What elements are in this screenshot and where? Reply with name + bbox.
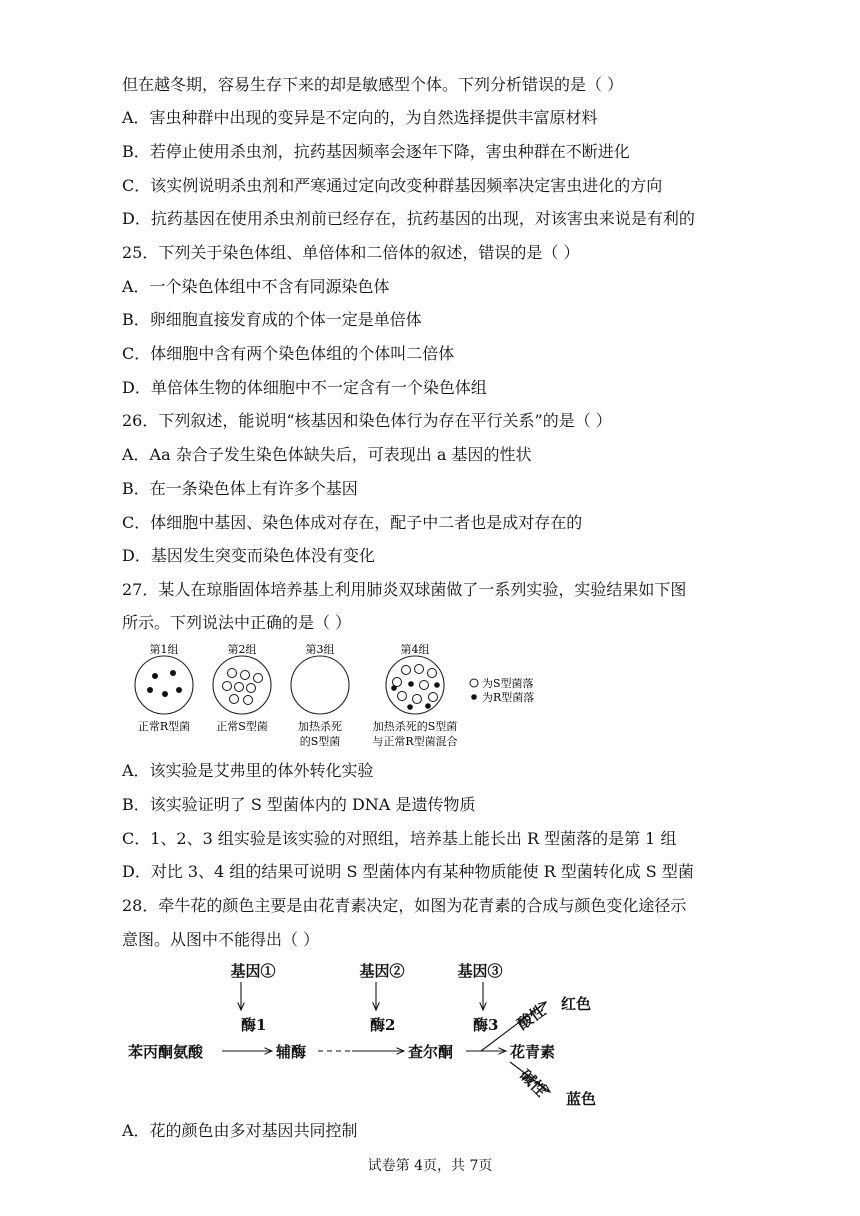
question-27: 27．某人在琼脂固体培养基上利用肺炎双球菌做了一系列实验，实验结果如下图 <box>122 580 687 599</box>
option-line: A．一个染色体组中不含有同源染色体 <box>122 277 390 296</box>
option-line: C．体细胞中基因、染色体成对存在，配子中二者也是成对存在的 <box>122 513 583 532</box>
s-colony <box>402 666 411 675</box>
gene-2-label: 基因② <box>359 962 405 980</box>
s-colony <box>413 695 422 704</box>
s-colony <box>235 683 244 692</box>
option-line: A．Aa 杂合子发生染色体缺失后，可表现出 a 基因的性状 <box>122 445 532 464</box>
option-line: D．抗药基因在使用杀虫剂前已经存在，抗药基因的出现，对该害虫来说是有利的 <box>122 209 695 228</box>
s-colony <box>428 669 437 678</box>
option-line: B．该实验证明了 S 型菌体内的 DNA 是遗传物质 <box>122 795 476 814</box>
s-colony <box>228 669 237 678</box>
r-colony <box>147 687 153 693</box>
option-line: B．卵细胞直接发育成的个体一定是单倍体 <box>122 310 422 329</box>
option-line: A．该实验是艾弗里的体外转化实验 <box>122 761 374 780</box>
question-25: 25．下列关于染色体组、单倍体和二倍体的叙述，错误的是（ ） <box>122 243 580 262</box>
r-colony <box>408 681 414 687</box>
group-caption: 加热杀死 <box>298 720 342 733</box>
legend-s-symbol <box>470 679 478 687</box>
s-colony <box>420 681 429 690</box>
group-title: 第4组 <box>400 643 430 656</box>
substrate-label: 苯丙酮氨酸 <box>128 1043 204 1061</box>
r-colony <box>152 673 158 679</box>
s-colony <box>241 671 250 680</box>
legend-s-label: 为S型菌落 <box>482 677 534 690</box>
enzyme-2-label: 酶2 <box>370 1016 396 1034</box>
s-colony <box>393 678 402 687</box>
blue-label: 蓝色 <box>566 1090 597 1108</box>
r-colony <box>425 703 431 709</box>
group-caption: 正常R型菌 <box>137 720 191 733</box>
group-caption: 与正常R型菌混合 <box>372 735 458 748</box>
text-line: 所示。下列说法中正确的是（ ） <box>122 613 352 632</box>
text-line: 意图。从图中不能得出（ ） <box>122 930 320 949</box>
question-28: 28．牵牛花的颜色主要是由花青素决定，如图为花青素的合成与颜色变化途径示 <box>122 896 687 915</box>
s-colony <box>254 674 263 683</box>
option-line: D．单倍体生物的体细胞中不一定含有一个染色体组 <box>122 378 487 397</box>
s-colony <box>398 692 407 701</box>
option-line: A．害虫种群中出现的变异是不定向的，为自然选择提供丰富原材料 <box>122 108 598 127</box>
basic-label: 碱性 <box>516 1066 551 1101</box>
option-line: C．1、2、3 组实验是该实验的对照组，培养基上能长出 R 型菌落的是第 1 组 <box>122 829 677 848</box>
page-footer: 试卷第 4页，共 7页 <box>367 1158 493 1174</box>
option-line: D．基因发生突变而染色体没有变化 <box>122 546 375 565</box>
culture-plates-figure <box>128 640 588 752</box>
text-line: 但在越冬期，容易生存下来的却是敏感型个体。下列分析错误的是（ ） <box>122 75 624 94</box>
group-caption: 加热杀死的S型菌 <box>372 720 458 733</box>
legend-r-label: 为R型菌落 <box>482 691 535 704</box>
petri-dish <box>135 656 193 714</box>
s-colony <box>247 684 256 693</box>
s-colony <box>244 696 253 705</box>
chalcone-label: 查尔酮 <box>408 1043 454 1061</box>
s-colony <box>429 693 438 702</box>
option-line: B．在一条染色体上有许多个基因 <box>122 479 358 498</box>
anthocyanin-pathway-figure <box>126 954 626 1110</box>
coenzyme-label: 辅酶 <box>276 1043 307 1061</box>
acidic-label: 酸性 <box>513 1001 549 1034</box>
s-colony <box>223 682 232 691</box>
r-colony <box>162 691 168 697</box>
s-colony <box>230 695 239 704</box>
group-title: 第2组 <box>227 643 257 656</box>
group-title: 第3组 <box>305 643 335 656</box>
question-26: 26．下列叙述，能说明“核基因和染色体行为存在平行关系”的是（ ） <box>122 411 612 430</box>
r-colony <box>170 670 176 676</box>
option-line: C．该实例说明杀虫剂和严寒通过定向改变种群基因频率决定害虫进化的方向 <box>122 176 663 195</box>
option-line: D．对比 3、4 组的结果可说明 S 型菌体内有某种物质能使 R 型菌转化成 S 型菌 <box>122 862 694 881</box>
red-label: 红色 <box>561 995 592 1013</box>
s-colony <box>415 665 424 674</box>
option-line: C．体细胞中含有两个染色体组的个体叫二倍体 <box>122 344 455 363</box>
r-colony <box>176 687 182 693</box>
group-title: 第1组 <box>149 643 179 656</box>
gene-3-label: 基因③ <box>457 962 503 980</box>
anthocyanin-label: 花青素 <box>510 1043 556 1061</box>
group-caption: 的S型菌 <box>299 735 341 748</box>
option-line: A．花的颜色由多对基因共同控制 <box>122 1121 358 1140</box>
r-colony <box>407 704 413 710</box>
petri-dish <box>291 656 349 714</box>
r-colony <box>434 682 440 688</box>
r-colony <box>391 685 397 691</box>
legend-r-symbol <box>471 694 477 700</box>
enzyme-3-label: 酶3 <box>473 1016 499 1034</box>
enzyme-1-label: 酶1 <box>241 1016 267 1034</box>
group-caption: 正常S型菌 <box>216 720 268 733</box>
option-line: B．若停止使用杀虫剂，抗药基因频率会逐年下降，害虫种群在不断进化 <box>122 142 630 161</box>
gene-1-label: 基因① <box>230 962 276 980</box>
